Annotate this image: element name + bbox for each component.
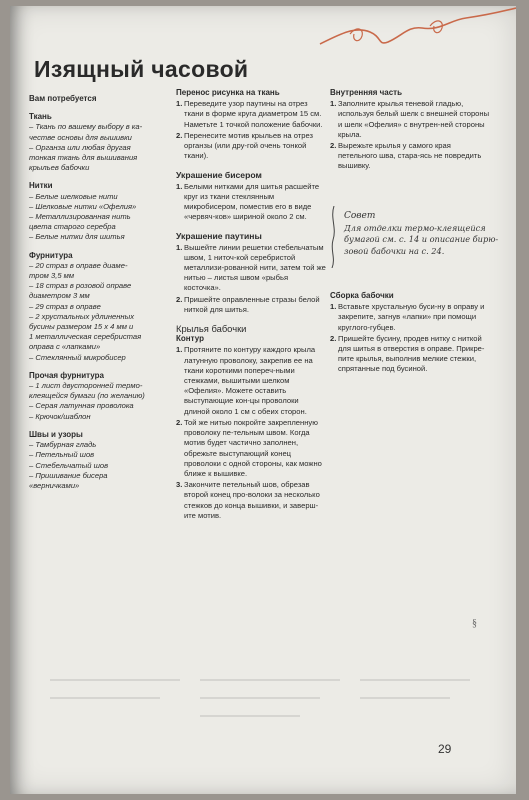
section-heading: Внутренняя часть	[330, 88, 403, 97]
group-heading: Фурнитура	[29, 250, 73, 260]
ornament-icon: §	[472, 618, 477, 629]
step	[176, 418, 326, 479]
material-item: 1 металлическая серебристая	[29, 332, 142, 342]
section-heading: Крылья бабочки	[176, 323, 247, 335]
assembly-section	[330, 291, 490, 375]
step	[176, 131, 326, 162]
step-number: 1.	[176, 242, 183, 252]
section-heading: Перенос рисунка на ткань	[176, 88, 280, 97]
step	[176, 182, 326, 223]
material-item: – Пришивание бисера	[29, 470, 108, 480]
step-number: 1.	[176, 345, 183, 355]
material-item: клеящейся бумаги (по желанию)	[29, 391, 145, 401]
material-item: тонкая ткань для вышивания	[29, 153, 138, 163]
step-number: 2.	[176, 294, 183, 304]
material-item: оправа с «лапками»	[29, 342, 101, 352]
material-item: «верничками»	[29, 480, 80, 490]
materials-group	[29, 371, 169, 422]
advice-title: Совет	[344, 211, 376, 221]
material-item: цвета старого серебра	[29, 222, 116, 232]
step-text: Протяните по контуру каждого крыла латунную проволоку, закрепив ее на ткани короткими попереч-ными стежками, вышитыми шелком «Офелия». Можете оставить выступающие кон-цы проволоки длиной около 1 см с обеих сторон.	[184, 345, 316, 416]
materials-group	[29, 181, 169, 242]
material-item: – Шелковые нитки «Офелия»	[29, 201, 137, 211]
step-number: 2.	[330, 141, 337, 151]
material-item: – Тамбурная гладь	[29, 440, 97, 450]
step-number: 1.	[176, 99, 183, 109]
step-text: Пришейте оправленные стразы белой ниткой для шитья.	[184, 294, 320, 314]
step-text: Закончите петельный шов, обрезав второй конец про-волоки за несколько стежков до конца вышивки, и заверш-ите мотив.	[184, 480, 320, 520]
advice-box	[336, 211, 504, 257]
materials-column	[29, 94, 169, 491]
step-number: 2.	[176, 130, 183, 140]
material-item: – Белые шелковые нити	[29, 191, 118, 201]
step-text: Перенесите мотив крыльев на отрез органзы (или дру-гой очень тонкой ткани).	[184, 130, 314, 161]
book-page	[10, 6, 516, 794]
material-item: – Ткань по вашему выбору в ка-	[29, 122, 143, 132]
step	[330, 99, 490, 140]
material-item: – Стеклянный микробисер	[29, 352, 126, 362]
step-text: Переведите узор паутины на отрез ткани в форме круга диаметром 15 см. Наметьте 1 точкой положение бабочки.	[184, 99, 323, 129]
step-text: Пришейте бусину, продев нитку с ниткой для шитья в отверстия в оправе. Прикре-пите крылья, выполнив мелкие стежки, спрятанные под бусиной.	[338, 333, 485, 374]
step	[176, 480, 326, 521]
material-item: диаметром 3 мм	[29, 291, 90, 301]
material-item: – Крючок/шаблон	[29, 411, 91, 421]
step	[176, 295, 326, 315]
group-heading: Швы и узоры	[29, 429, 83, 439]
material-item: честве основы для вышивки	[29, 132, 132, 142]
subsection-heading: Контур	[176, 334, 204, 344]
section-heading: Сборка бабочки	[330, 291, 394, 300]
material-item: – 18 страз в розовой оправе	[29, 281, 132, 291]
instructions-column-2	[330, 88, 490, 172]
material-item: – Петельный шов	[29, 450, 95, 460]
material-item: – Металлизированная нить	[29, 212, 131, 222]
step	[330, 141, 490, 172]
material-item: тром 3,5 мм	[29, 271, 75, 281]
show-through-text	[50, 672, 470, 722]
material-item: крыльев бабочки	[29, 163, 90, 173]
step-number: 3.	[176, 480, 183, 490]
material-item: бусины размером 15 x 4 мм и	[29, 322, 134, 332]
step	[176, 243, 326, 294]
step	[176, 345, 326, 416]
material-item: – 20 страз в оправе диаме-	[29, 260, 128, 270]
group-heading: Прочая фурнитура	[29, 370, 104, 380]
group-heading: Нитки	[29, 181, 53, 191]
material-item: – Стебельчатый шов	[29, 460, 109, 470]
step	[330, 334, 490, 375]
step-text: Вставьте хрустальную буси-ну в оправу и закрепите, загнув «лапки» при помощи круглого-губцев.	[338, 302, 485, 332]
material-item: – 2 хрустальных удлиненных	[29, 311, 134, 321]
step-number: 1.	[330, 99, 337, 109]
step-text: Той же нитью покройте закрепленную проволоку пе-тельным швом. Когда мотив будет частично заполнен, обрежьте выступающий конец проволоки с одной стороны, как можно ближе к вышивке.	[184, 417, 322, 478]
step-text: Вышейте линии решетки стебельчатым швом, 1 ниточ-кой серебристой металлизи-рованной нити, затем той же нитью – листья швом «рыбья косточка».	[184, 242, 326, 293]
material-item: – Органза или любая другая	[29, 142, 131, 152]
material-item: – Серая латунная проволока	[29, 401, 134, 411]
material-item: – Белые нитки для шитья	[29, 232, 125, 242]
material-item: – 1 лист двусторонней термо-	[29, 381, 143, 391]
step-number: 2.	[176, 417, 183, 427]
materials-heading: Вам потребуется	[29, 94, 97, 103]
section-heading: Украшение бисером	[176, 170, 262, 181]
materials-group	[29, 430, 169, 491]
section-heading: Украшение паутины	[176, 231, 262, 242]
step-number: 1.	[330, 302, 337, 312]
instructions-column-1	[176, 88, 326, 521]
page-number: 29	[438, 742, 452, 756]
step	[330, 302, 490, 333]
step	[176, 99, 326, 130]
material-item: – 29 страз в оправе	[29, 301, 101, 311]
step-text: Вырежьте крылья у самого края петельного шва, стара-ясь не повредить вышивку.	[338, 141, 482, 171]
step-number: 2.	[330, 333, 337, 343]
materials-group	[29, 251, 169, 363]
step-text: Заполните крылья теневой гладью, используя белый шелк с внешней стороны и шелк «Офелия» с внутрен-ней стороны крыла.	[338, 99, 490, 139]
step-text: Белыми нитками для шитья расшейте круг из ткани стеклянным микробисером, поместив его в виде «червяч-ков» шириной около 2 см.	[184, 181, 320, 222]
group-heading: Ткань	[29, 112, 52, 122]
materials-group	[29, 112, 169, 173]
advice-text: Для отделки термо-клеящейся бумагой см. с. 14 и описание бирю-зовой бабочки на с. 24.	[344, 222, 499, 256]
page-title: Изящный часовой	[34, 56, 249, 82]
step-number: 1.	[176, 181, 183, 191]
